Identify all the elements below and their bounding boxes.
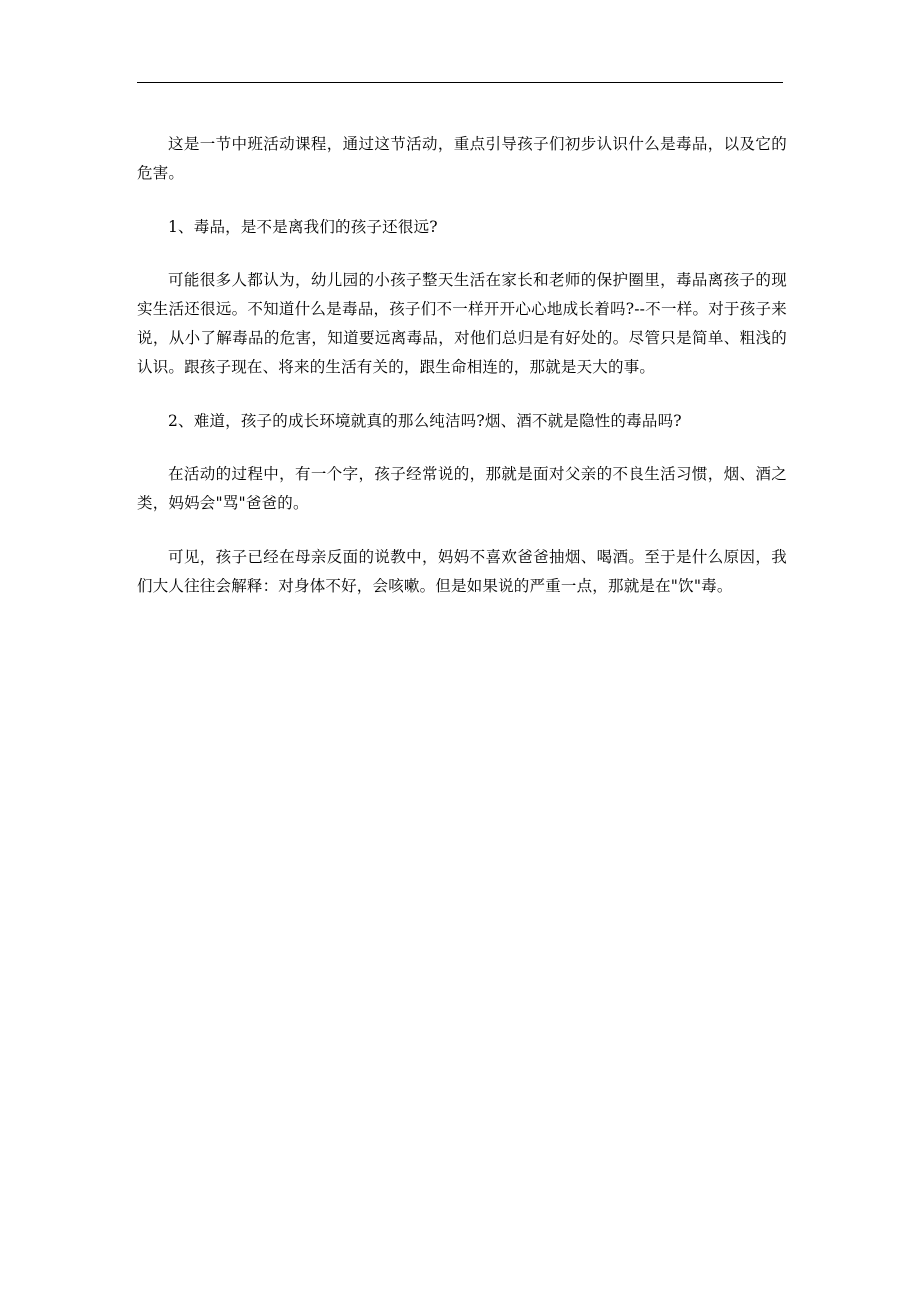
conclusion-paragraph: 可见，孩子已经在母亲反面的说教中，妈妈不喜欢爸爸抽烟、喝酒。至于是什么原因，我们大人往往会解释：对身体不好，会咳嗽。但是如果说的严重一点，那就是在"饮"毒。 <box>137 548 787 595</box>
intro-paragraph: 这是一节中班活动课程，通过这节活动，重点引导孩子们初步认识什么是毒品，以及它的危害。 <box>137 135 787 182</box>
body-text <box>137 130 787 626</box>
question-heading-1: 1、毒品，是不是离我们的孩子还很远? <box>168 218 438 236</box>
question-heading-2: 2、难道，孩子的成长环境就真的那么纯洁吗?烟、酒不就是隐性的毒品吗? <box>168 412 682 430</box>
answer-paragraph-2: 在活动的过程中，有一个字，孩子经常说的，那就是面对父亲的不良生活习惯，烟、酒之类，妈妈会"骂"爸爸的。 <box>137 465 787 512</box>
answer-paragraph-1: 可能很多人都认为，幼儿园的小孩子整天生活在家长和老师的保护圈里，毒品离孩子的现实生活还很远。不知道什么是毒品，孩子们不一样开开心心地成长着吗?--不一样。对于孩子来说，从小了解毒品的危害，知道要远离毒品，对他们总归是有好处的。尽管只是简单、粗浅的认识。跟孩子现在、将来的生活有关的，跟生命相连的，那就是天大的事。 <box>137 271 787 376</box>
header-rule <box>137 82 783 83</box>
